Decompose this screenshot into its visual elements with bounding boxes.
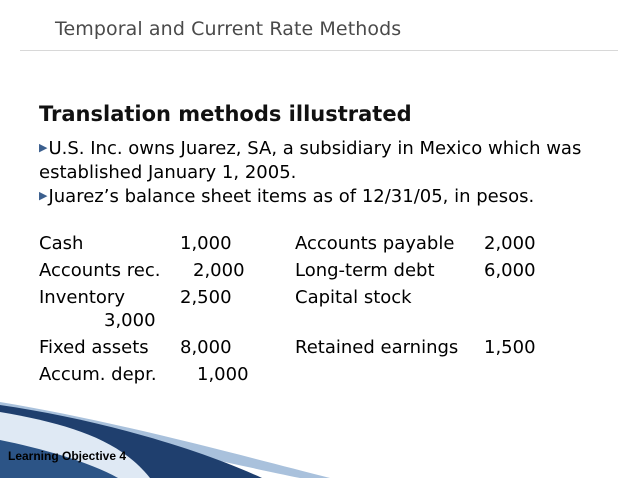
bullet-item [39, 136, 599, 185]
bullet-item [39, 184, 599, 209]
cash-label: Cash [39, 233, 84, 254]
inventory-value: 2,500 [180, 287, 232, 308]
section-heading: Translation methods illustrated [39, 102, 412, 126]
cash-value: 1,000 [180, 233, 232, 254]
accounts-payable-value: 2,000 [484, 233, 536, 254]
accounts-receivable-value: 2,000 [193, 260, 245, 281]
title-divider [20, 50, 618, 51]
bullet-text: U.S. Inc. owns Juarez, SA, a subsidiary in Mexico which was established January 1, 2005. [39, 138, 582, 183]
long-term-debt-value: 6,000 [484, 260, 536, 281]
fixed-assets-label: Fixed assets [39, 337, 149, 358]
long-term-debt-label: Long-term debt [295, 260, 435, 281]
accounts-receivable-label: Accounts rec. [39, 260, 161, 281]
accounts-payable-label: Accounts payable [295, 233, 455, 254]
bullet-arrow-icon: ▶ [39, 141, 48, 154]
accumulated-depreciation-value: 1,000 [197, 364, 249, 385]
inventory-label: Inventory [39, 287, 125, 308]
retained-earnings-label: Retained earnings [295, 337, 459, 358]
bullet-arrow-icon: ▶ [39, 189, 48, 202]
slide-title: Temporal and Current Rate Methods [55, 18, 402, 40]
fixed-assets-value: 8,000 [180, 337, 232, 358]
retained-earnings-value: 1,500 [484, 337, 536, 358]
inventory-wrapped-value: 3,000 [104, 310, 156, 331]
accumulated-depreciation-label: Accum. depr. [39, 364, 157, 385]
learning-objective-label: Learning Objective 4 [8, 449, 127, 463]
bullet-text: Juarez’s balance sheet items as of 12/31/05, in pesos. [48, 186, 535, 207]
capital-stock-label: Capital stock [295, 287, 412, 308]
